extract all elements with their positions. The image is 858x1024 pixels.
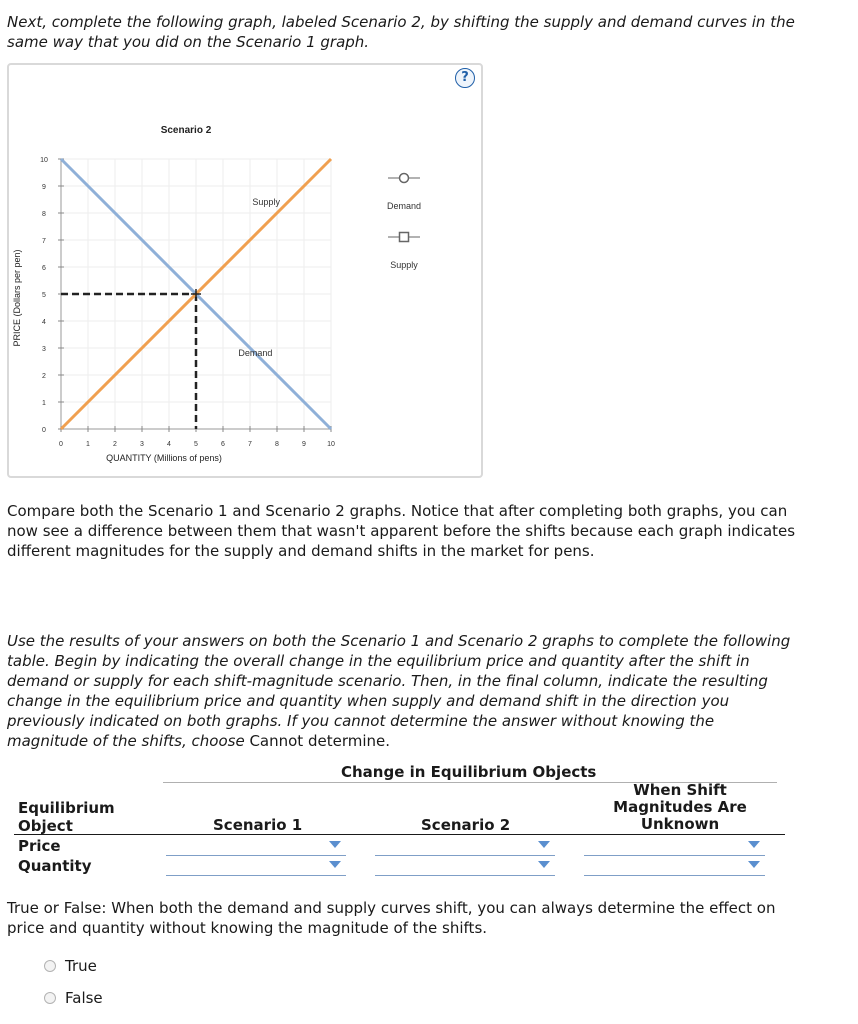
x-tick-label: 9: [302, 441, 306, 448]
y-tick-label: 2: [42, 373, 46, 380]
chevron-down-icon: [538, 841, 550, 848]
x-tick-label: 6: [221, 441, 225, 448]
chevron-down-icon: [748, 841, 760, 848]
x-axis-label: QUANTITY (Millions of pens): [106, 453, 222, 463]
col-header-object-line1: Equilibrium: [18, 799, 115, 817]
chart-title: Scenario 2: [160, 125, 212, 136]
col-header-unknown-line1: When Shift: [633, 781, 727, 799]
x-tick-label: 4: [167, 441, 171, 448]
x-tick-label: 7: [248, 441, 252, 448]
chevron-down-icon: [538, 861, 550, 868]
x-tick-label: 2: [113, 441, 117, 448]
question-text: True or False: When both the demand and supply curves shift, you can always determine the effect on price and quantity without knowing the magnitude of the shifts.: [7, 899, 776, 937]
row-label-price: Price: [18, 837, 61, 855]
price-scenario-1-dropdown[interactable]: [166, 837, 346, 856]
quantity-scenario-2-dropdown[interactable]: [375, 857, 555, 876]
x-tick-label: 8: [275, 441, 279, 448]
price-unknown-dropdown[interactable]: [584, 837, 765, 856]
legend-label: Supply: [390, 260, 418, 270]
supply-curve-label: Supply: [252, 196, 280, 207]
option-false-label: False: [65, 989, 103, 1007]
y-tick-label: 3: [42, 346, 46, 353]
compare-text: Compare both the Scenario 1 and Scenario 2 graphs. Notice that after completing both graphs, you can now see a difference between them that wasn't apparent before the shifts because each graph indicates different magnitudes for the supply and demand shifts in the market for pens.: [7, 502, 796, 560]
x-tick-label: 5: [194, 441, 198, 448]
y-tick-label: 6: [42, 265, 46, 272]
col-header-object: [18, 799, 115, 835]
col-header-unknown-line3: Unknown: [640, 815, 720, 833]
header-rule: [14, 834, 785, 835]
col-header-scenario-2: Scenario 2: [421, 816, 511, 834]
x-tick-label: 3: [140, 441, 144, 448]
y-tick-label: 5: [42, 292, 46, 299]
x-tick-label: 1: [86, 441, 90, 448]
col-header-object-line2: Object: [18, 817, 73, 835]
instructions-body: Use the results of your answers on both the Scenario 1 and Scenario 2 graphs to complete the following table. Begin by indicating the overall change in the equilibrium price and quantity after the shift in demand or supply for each shift-magnitude scenario. Then, in the final column, indicate the resulting change in the equilibrium price and quantity when supply and demand shift in the direction you previously indicated on both graphs. If you cannot determine the answer without knowing the magnitude of the shifts, choose: [7, 632, 791, 750]
y-tick-label: 10: [40, 157, 48, 164]
chevron-down-icon: [748, 861, 760, 868]
y-axis-label: PRICE (Dollars per pen): [12, 249, 22, 347]
x-tick-label: 0: [59, 441, 63, 448]
y-tick-label: 7: [42, 238, 46, 245]
price-scenario-2-dropdown[interactable]: [375, 837, 555, 856]
col-header-scenario-1: Scenario 1: [213, 816, 303, 834]
legend-label: Demand: [386, 201, 422, 211]
demand-curve-label: Demand: [238, 348, 273, 359]
help-icon[interactable]: ?: [455, 68, 475, 88]
option-true-label: True: [65, 957, 97, 975]
radio-true[interactable]: [44, 960, 56, 972]
quantity-unknown-dropdown[interactable]: [584, 857, 765, 876]
col-header-unknown: [600, 782, 760, 833]
legend-supply-tool-icon: [400, 233, 409, 242]
table-group-header: Change in Equilibrium Objects: [341, 763, 597, 781]
chevron-down-icon: [329, 841, 341, 848]
scenario-2-chart[interactable]: [7, 63, 483, 478]
col-header-unknown-line2: Magnitudes Are: [613, 798, 747, 816]
instructions-option: Cannot determine.: [249, 732, 391, 750]
y-tick-label: 1: [42, 400, 46, 407]
y-tick-label: 4: [42, 319, 46, 326]
x-tick-label: 10: [327, 441, 335, 448]
y-tick-label: 9: [42, 184, 46, 191]
y-tick-label: 0: [42, 427, 46, 434]
chevron-down-icon: [329, 861, 341, 868]
option-false[interactable]: [44, 989, 103, 1007]
option-true[interactable]: [44, 957, 97, 975]
intro-text: Next, complete the following graph, labeled Scenario 2, by shifting the supply and demand curves in the same way that you did on the Scenario 1 graph.: [7, 13, 795, 51]
legend-demand-tool-icon: [400, 174, 409, 183]
instructions-text: [7, 631, 797, 751]
quantity-scenario-1-dropdown[interactable]: [166, 857, 346, 876]
radio-false[interactable]: [44, 992, 56, 1004]
y-tick-label: 8: [42, 211, 46, 218]
row-label-quantity: Quantity: [18, 857, 92, 875]
